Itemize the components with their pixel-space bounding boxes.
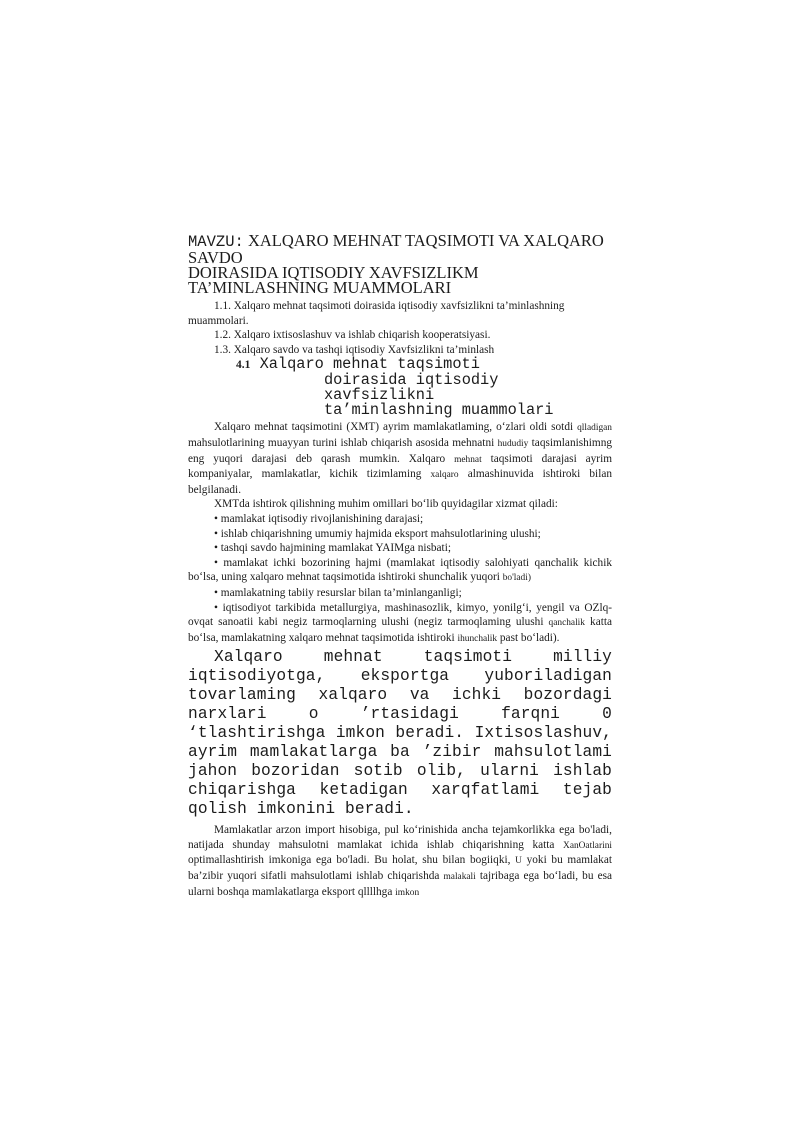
text-run: malakali [443, 872, 476, 883]
text-run: mahsulotlarining muayyan turini ishlab chiqarish asosida mehnatni [188, 436, 498, 449]
section-heading-line-3: xavfsizlikni [324, 386, 435, 405]
list-item: • mamlakat iqtisodiy rivojlanishining darajasi; [214, 512, 424, 525]
factor-list [188, 512, 612, 646]
highlighted-line: ‘tlashtirishga imkon beradi. Ixtisoslashuv, [188, 724, 612, 743]
list-item [188, 601, 612, 647]
toc-item-1-cont: muammolari. [188, 314, 249, 327]
text-run: • mamlakat ichki bozorining hajmi (mamlakat iqtisodiy salohiyati qanchalik kichik bo‘lsa, uning xalqaro mehnat taqsimotida ishtiroki shunchalik yuqori [188, 556, 612, 584]
highlighted-line: narxlari o ’rtasidagi farqni 0 [188, 705, 612, 724]
text-run: U [515, 856, 522, 867]
text-run: imkon [395, 887, 420, 898]
text-run: xalqaro [430, 470, 459, 481]
paragraph-1 [188, 420, 612, 497]
text-run: hududiy [497, 438, 529, 449]
section-heading-line-4: ta’minlashning muammolari [324, 401, 554, 420]
highlighted-line: qolish imkonini beradi. [188, 800, 414, 819]
text-run: taqsimlanishimng eng yuqori darajasi deb qarash mumkin. Xalqaro [188, 436, 612, 465]
paragraph-2: XMTda ishtirok qilishning muhim omillari bo‘lib quyidagilar xizmat qiladi: [214, 498, 558, 511]
paragraph-3 [188, 823, 612, 900]
text-run: mehnat [454, 454, 482, 465]
highlighted-line: iqtisodiyotga, eksportga yuboriladigan [188, 667, 612, 686]
section-heading-line-1: Xalqaro mehnat taqsimoti [259, 355, 480, 374]
text-run: Mamlakatlar arzon import hisobiga, pul ko‘rinishida ancha tejamkorlikka ega bo'ladi, natijada shunday mahsulotni mamlakat ichida ishlab chiqarishning katta [188, 824, 612, 851]
text-run: tajribaga ega bo‘ladi, bu esa ularni boshqa mamlakatlarga eksport qllllhga [188, 870, 612, 898]
title-line-4: TA’MINLASHNING MUAMMOLARI [188, 278, 452, 297]
highlighted-line: chiqarishga ketadigan xarqfatlami tejab [188, 781, 612, 800]
list-item: • tashqi savdo hajmining mamlakat YAIMga nisbati; [214, 542, 451, 555]
table-of-contents [188, 299, 612, 357]
text-run: qanchalik [548, 618, 585, 629]
section-number: 4.1 [236, 359, 251, 372]
list-item: • mamlakatning tabiiy resurslar bilan ta’minlanganligi; [214, 586, 462, 599]
text-run: XanOatlarini [563, 840, 612, 851]
document-title [188, 233, 612, 295]
list-item [188, 556, 612, 586]
text-run: almashinuvida ishtiroki bilan belgilanadi. [188, 468, 612, 496]
title-line-3: DOIRASIDA IQTISODIY XAVFSIZLIKM [188, 263, 479, 282]
title-prefix: MAVZU: [188, 233, 244, 251]
highlighted-line: jahon bozoridan sotib olib, ularni ishlab [188, 762, 612, 781]
text-run: qlladigan [577, 423, 612, 434]
section-heading-line-2: doirasida iqtisodiy [324, 371, 499, 390]
document-page [188, 233, 612, 900]
title-line-2: SAVDO [188, 248, 243, 267]
toc-item-3: 1.3. Xalqaro savdo va tashqi iqtisodiy Xavfsizlikni ta’minlash [214, 343, 495, 356]
text-run: yoki bu mamlakat ba’zibir yuqori sifatli mahsulotlami ishlab chiqarishda [188, 854, 612, 883]
text-run: taqsimoti darajasi ayrim kompaniyalar, mamlakatlar, kichik tizimlaming [188, 452, 612, 481]
title-line-1 [188, 233, 612, 250]
text-run: katta bo‘lsa, mamlakatning xalqaro mehnat taqsimotida ishtiroki [188, 616, 612, 644]
highlighted-line: tovarlaming xalqaro va ichki bozordagi [188, 686, 612, 705]
list-item: • ishlab chiqarishning umumiy hajmida eksport mahsulotlarining ulushi; [214, 527, 541, 540]
highlighted-line: Xalqaro mehnat taqsimoti milliy [214, 648, 612, 667]
toc-item-2: 1.2. Xalqaro ixtisoslashuv va ishlab chiqarish kooperatsiyasi. [214, 329, 491, 342]
text-run: past bo‘ladi). [497, 631, 560, 644]
text-run: optimallashtirish imkoniga ega bo'ladi. Bu holat, shu bilan bogiiqki, [188, 854, 516, 867]
highlighted-line: ayrim mamlakatlarga ba ’zibir mahsulotlami [188, 743, 612, 762]
text-run: bo'ladi) [502, 573, 531, 584]
highlighted-paragraph [188, 648, 612, 819]
title-line-1-rest: XALQARO MEHNAT TAQSIMOTI VA XALQARO [243, 231, 604, 250]
section-heading [236, 357, 612, 418]
toc-item-1: 1.1. Xalqaro mehnat taqsimoti doirasida iqtisodiy xavfsizlikni ta’minlashning [214, 300, 565, 312]
text-run: Xalqaro mehnat taqsimotini (XMT) ayrim mamlakatlaming, o‘zlari oldi sotdi [214, 421, 578, 434]
text-run: ihunchalik [457, 633, 498, 644]
text-run: • iqtisodiyot tarkibida metallurgiya, mashinasozlik, kimyo, yonilg‘i, yengil va OZlq-ovqat sanoatii kabi negiz tarmoqlarning ulushi (negiz tarmoqlaming ulushi [188, 601, 612, 629]
